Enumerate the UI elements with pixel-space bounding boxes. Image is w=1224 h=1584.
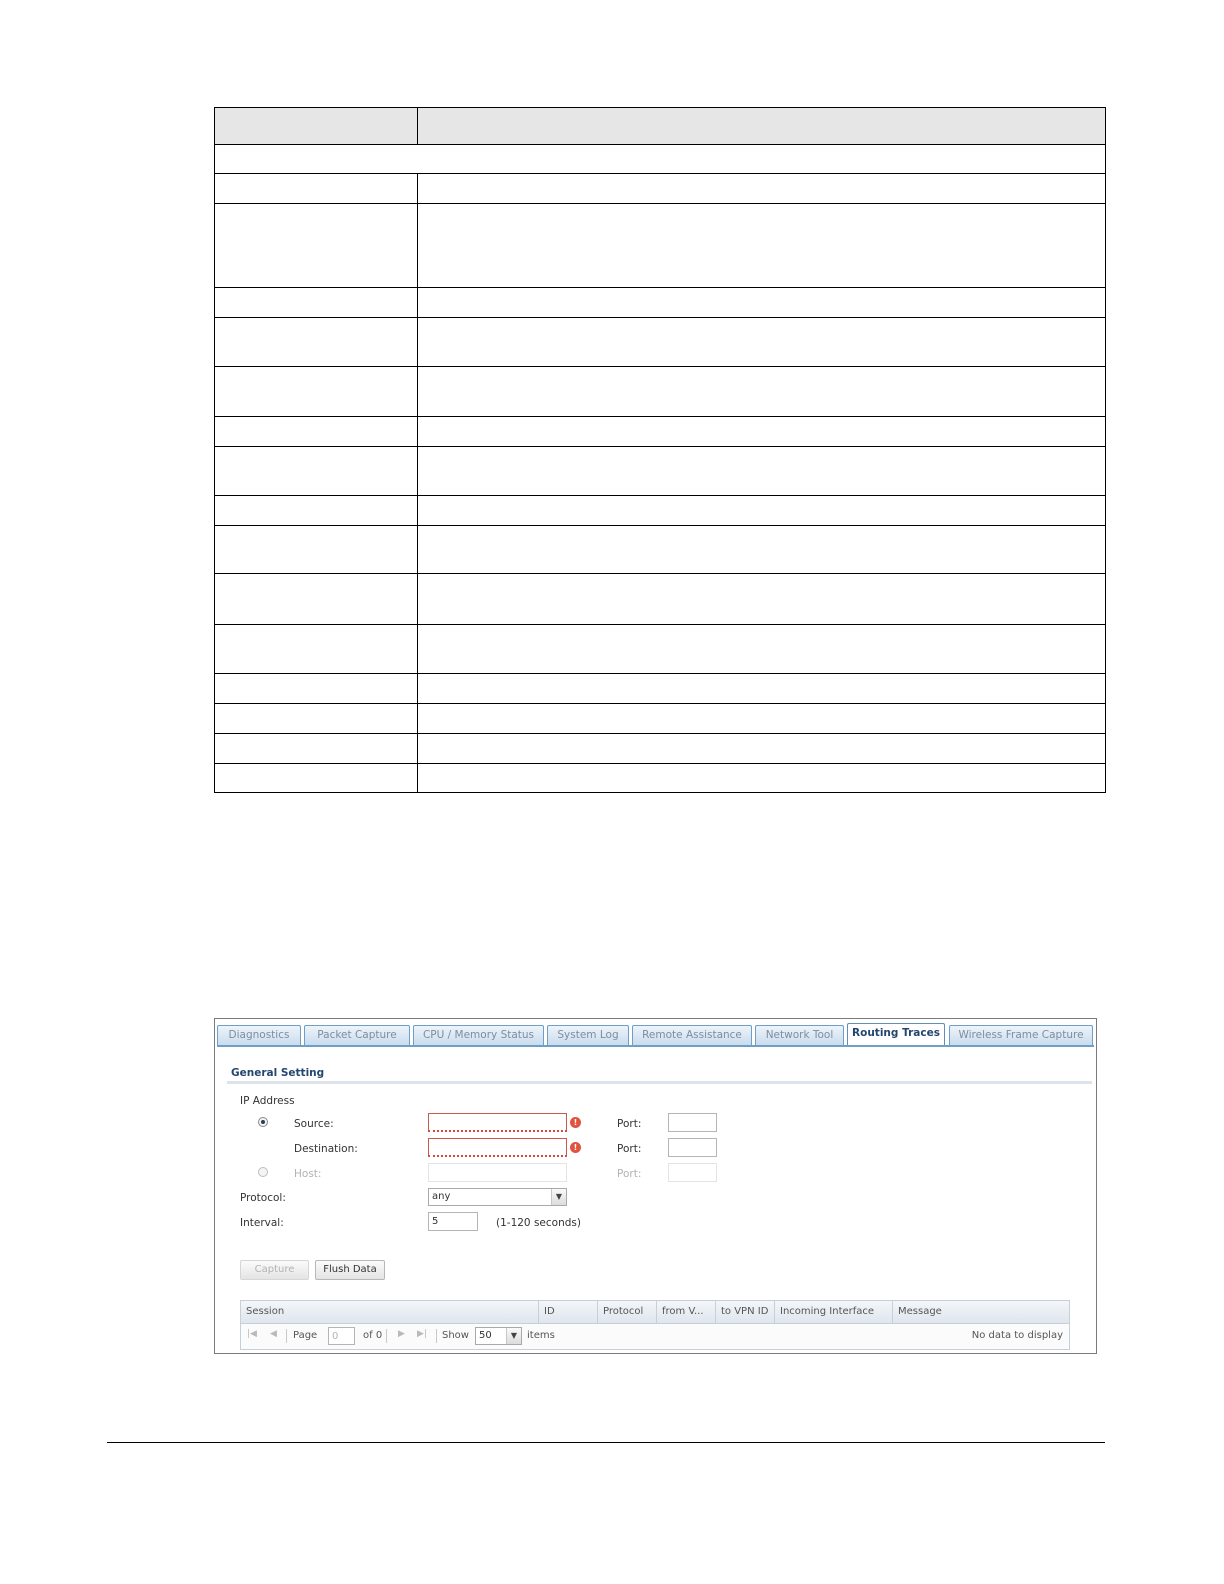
chevron-down-icon: ▼: [551, 1189, 566, 1205]
source-radio[interactable]: [258, 1117, 268, 1127]
last-page-icon[interactable]: ▶|: [417, 1329, 427, 1339]
empty-message: No data to display: [971, 1330, 1063, 1341]
column-from-vpn[interactable]: from V...: [657, 1301, 716, 1323]
source-ip-input[interactable]: [428, 1113, 567, 1132]
table-row: [215, 734, 1106, 764]
footer-divider: [107, 1442, 1105, 1443]
page-size-select[interactable]: [475, 1327, 522, 1345]
table-row: [215, 447, 1106, 496]
items-label: items: [527, 1330, 555, 1341]
results-grid: [240, 1300, 1070, 1350]
previous-page-icon[interactable]: ◀: [270, 1329, 277, 1339]
chevron-down-icon: ▼: [506, 1328, 521, 1344]
table-section-row: [215, 145, 1106, 174]
flush-data-button[interactable]: Flush Data: [315, 1260, 385, 1280]
interval-input[interactable]: [428, 1212, 478, 1231]
table-row: [215, 496, 1106, 526]
source-label: Source:: [294, 1118, 334, 1130]
table-row: [215, 417, 1106, 447]
protocol-value: any: [432, 1191, 451, 1202]
interval-hint: (1-120 seconds): [496, 1217, 581, 1229]
table-row: [215, 318, 1106, 367]
error-icon: !: [570, 1142, 581, 1153]
tab-wireless-frame-capture[interactable]: Wireless Frame Capture: [949, 1025, 1093, 1045]
tab-cpu-memory-status[interactable]: CPU / Memory Status: [413, 1025, 544, 1045]
page-count: of 0: [363, 1330, 383, 1341]
destination-port-label: Port:: [617, 1143, 642, 1155]
divider: [436, 1329, 437, 1343]
show-label: Show: [442, 1330, 469, 1341]
tab-system-log[interactable]: System Log: [547, 1025, 629, 1045]
document-table: [214, 107, 1106, 793]
ip-address-label: IP Address: [240, 1095, 295, 1107]
tab-packet-capture[interactable]: Packet Capture: [304, 1025, 410, 1045]
host-radio[interactable]: [258, 1167, 268, 1177]
source-port-input[interactable]: [668, 1113, 717, 1132]
table-row: [215, 574, 1106, 625]
table-row: [215, 288, 1106, 318]
tab-diagnostics[interactable]: Diagnostics: [217, 1025, 301, 1045]
source-port-label: Port:: [617, 1118, 642, 1130]
tab-bar: [217, 1023, 1094, 1045]
host-input[interactable]: [428, 1163, 567, 1182]
destination-port-input[interactable]: [668, 1138, 717, 1157]
table-row: [215, 764, 1106, 793]
tab-divider: [217, 1045, 1094, 1047]
column-id[interactable]: ID: [539, 1301, 598, 1323]
capture-button[interactable]: Capture: [240, 1260, 309, 1280]
column-incoming-interface[interactable]: Incoming Interface: [775, 1301, 893, 1323]
tab-network-tool[interactable]: Network Tool: [755, 1025, 844, 1045]
table-row: [215, 625, 1106, 674]
host-port-input[interactable]: [668, 1163, 717, 1182]
table-header-row: [215, 108, 1106, 145]
column-session[interactable]: Session: [241, 1301, 539, 1323]
column-protocol[interactable]: Protocol: [598, 1301, 657, 1323]
destination-ip-input[interactable]: [428, 1138, 567, 1157]
error-icon: !: [570, 1117, 581, 1128]
page-number-input[interactable]: [328, 1327, 355, 1345]
protocol-label: Protocol:: [240, 1192, 286, 1204]
section-divider: [227, 1081, 1092, 1084]
destination-label: Destination:: [294, 1143, 358, 1155]
divider: [386, 1329, 387, 1343]
host-label: Host:: [294, 1168, 322, 1180]
divider: [286, 1329, 287, 1343]
tab-routing-traces[interactable]: Routing Traces: [847, 1023, 945, 1046]
routing-traces-panel: [214, 1018, 1097, 1354]
protocol-select[interactable]: [428, 1188, 567, 1206]
first-page-icon[interactable]: |◀: [247, 1329, 257, 1339]
host-port-label: Port:: [617, 1168, 642, 1180]
table-row: [215, 704, 1106, 734]
table-row: [215, 526, 1106, 574]
section-title: General Setting: [231, 1067, 325, 1079]
page-size-value: 50: [479, 1330, 492, 1341]
table-row: [215, 174, 1106, 204]
table-row: [215, 367, 1106, 417]
column-to-vpn-id[interactable]: to VPN ID: [716, 1301, 775, 1323]
column-message[interactable]: Message: [898, 1306, 942, 1317]
grid-header: [241, 1301, 1069, 1324]
tab-remote-assistance[interactable]: Remote Assistance: [632, 1025, 752, 1045]
interval-label: Interval:: [240, 1217, 284, 1229]
table-row: [215, 204, 1106, 288]
page-label: Page: [293, 1330, 318, 1341]
table-row: [215, 674, 1106, 704]
pagination-bar: [241, 1324, 1069, 1349]
next-page-icon[interactable]: ▶: [398, 1329, 405, 1339]
